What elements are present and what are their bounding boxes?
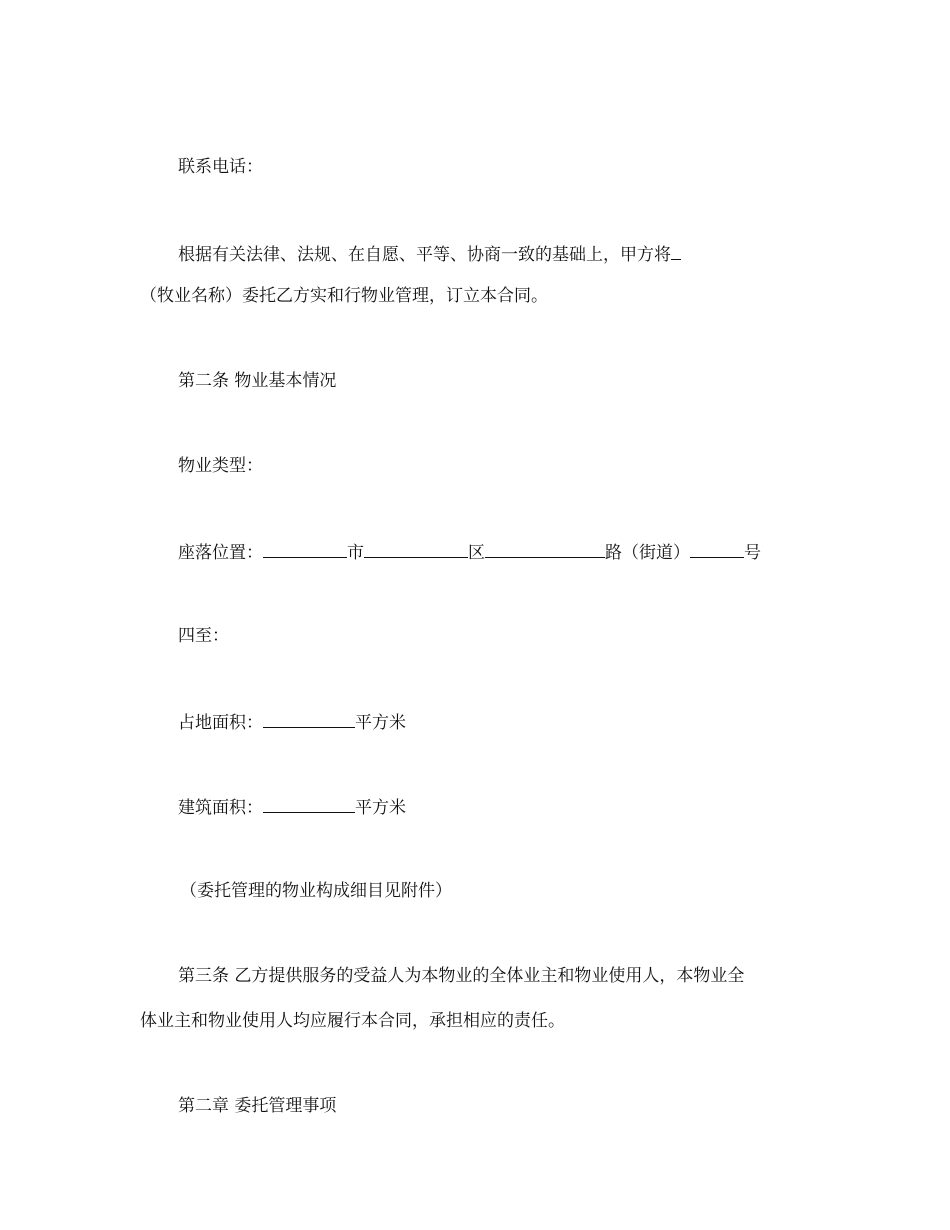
city-blank (263, 541, 347, 558)
building-area-label: 建筑面积： (178, 798, 263, 818)
article-2-title: 第二条 物业基本情况 (178, 371, 337, 391)
intro-text: 根据有关法律、法规、在自愿、平等、协商一致的基础上，甲方将 (178, 245, 671, 265)
intro-paragraph-line-1 (178, 243, 681, 265)
land-area-blank (263, 711, 355, 728)
building-area-line (178, 796, 406, 818)
article-3-line-2: 体业主和物业使用人均应履行本合同，承担相应的责任。 (140, 1011, 565, 1031)
property-type-label: 物业类型： (178, 456, 263, 476)
location-line (178, 541, 761, 563)
intro-paragraph-line-2: （牧业名称）委托乙方实和行物业管理，订立本合同。 (140, 286, 548, 306)
district-text: 区 (468, 543, 485, 563)
city-text: 市 (347, 543, 364, 563)
chapter-2-title: 第二章 委托管理事项 (178, 1096, 337, 1116)
land-area-line (178, 711, 406, 733)
building-area-unit: 平方米 (355, 798, 406, 818)
property-name-blank (671, 243, 681, 260)
district-blank (364, 541, 468, 558)
property-annex-note: （委托管理的物业构成细目见附件） (180, 881, 452, 901)
boundaries-label: 四至： (178, 626, 229, 646)
number-text: 号 (744, 543, 761, 563)
road-text: 路（街道） (605, 543, 690, 563)
number-blank (690, 541, 744, 558)
building-area-blank (263, 796, 355, 813)
contact-phone-label: 联系电话： (178, 157, 263, 177)
road-blank (485, 541, 605, 558)
land-area-unit: 平方米 (355, 713, 406, 733)
article-3-line-1: 第三条 乙方提供服务的受益人为本物业的全体业主和物业使用人，本物业全 (178, 966, 745, 986)
location-label: 座落位置： (178, 543, 263, 563)
land-area-label: 占地面积： (178, 713, 263, 733)
